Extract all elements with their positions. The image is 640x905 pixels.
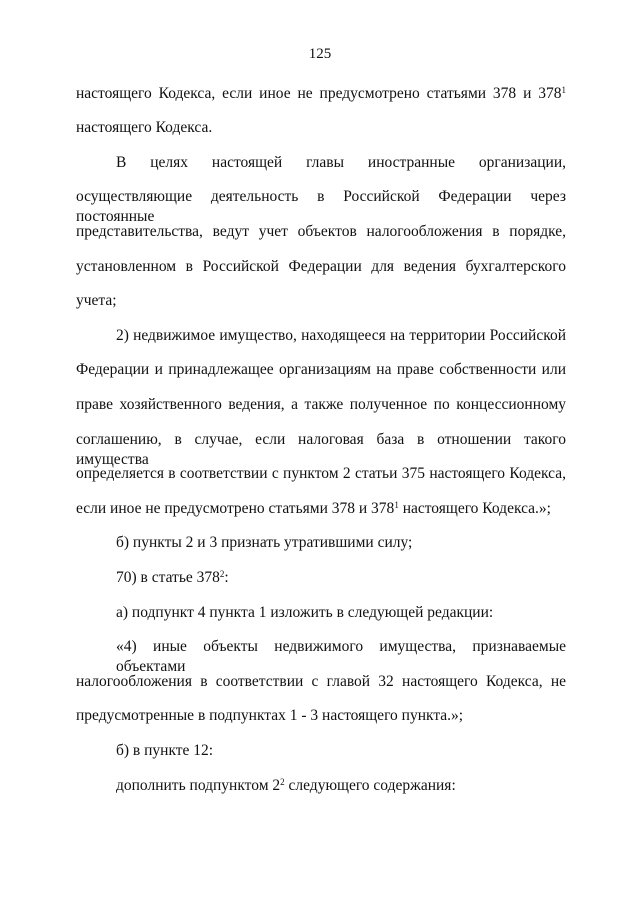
- superscript: 2: [280, 777, 285, 787]
- text-line: а) подпункт 4 пункта 1 изложить в следующей редакции:: [116, 604, 494, 621]
- text-line: если иное не предусмотрено статьями 378 и $378^1$ настоящего Кодекса.»;: [76, 500, 551, 517]
- text-line: б) в пункте 12:: [116, 742, 214, 759]
- text-line: настоящего Кодекса.: [76, 119, 213, 136]
- text-line: дополнить подпунктом $2^2$ следующего содержания:: [116, 777, 456, 794]
- text-line: налогообложения в соответствии с главой 32 настоящего Кодекса, не: [76, 673, 566, 690]
- superscript: 1: [394, 500, 399, 510]
- text-line: 2) недвижимое имущество, находящееся на территории Российской: [116, 327, 566, 344]
- text-line: 70) в статье $378^2$:: [116, 569, 229, 586]
- text-line: В целях настоящей главы иностранные организации,: [116, 154, 566, 171]
- text-line: настоящего Кодекса, если иное не предусмотрено статьями 378 и $378^1$: [76, 85, 566, 102]
- text-line: Федерации и принадлежащее организациям на праве собственности или: [76, 361, 566, 378]
- page-number: 125: [308, 46, 332, 62]
- text-line: праве хозяйственного ведения, а также полученное по концессионному: [76, 396, 566, 413]
- text-line: «4) иные объекты недвижимого имущества, признаваемые объектами: [116, 638, 566, 675]
- text-line: б) пункты 2 и 3 признать утратившими силу;: [116, 534, 413, 551]
- text-line: соглашению, в случае, если налоговая база в отношении такого имущества: [76, 431, 566, 468]
- text-line: установленном в Российской Федерации для ведения бухгалтерского: [76, 258, 566, 275]
- superscript: 1: [561, 85, 566, 95]
- text-line: учета;: [76, 292, 117, 309]
- text-line: осуществляющие деятельность в Российской Федерации через постоянные: [76, 188, 566, 225]
- text-line: предусмотренные в подпунктах 1 - 3 настоящего пункта.»;: [76, 707, 464, 724]
- superscript: 2: [219, 569, 225, 579]
- text-line: представительства, ведут учет объектов налогообложения в порядке,: [76, 223, 566, 240]
- text-line: определяется в соответствии с пунктом 2 статьи 375 настоящего Кодекса,: [76, 465, 566, 482]
